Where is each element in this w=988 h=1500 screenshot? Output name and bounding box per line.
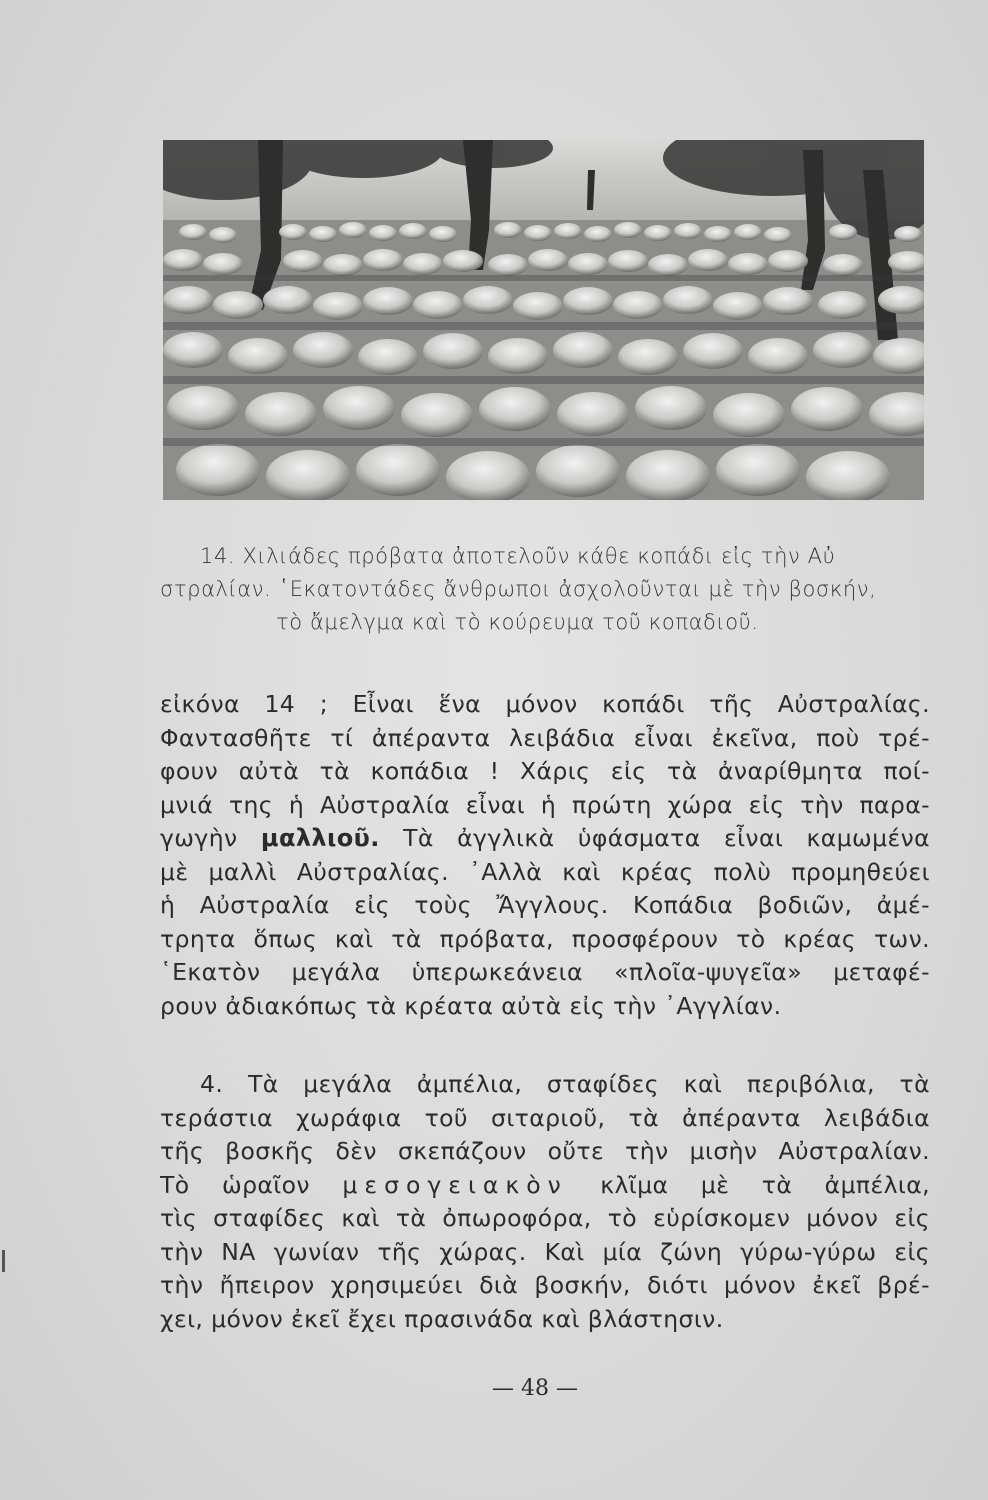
figure-caption — [160, 540, 940, 639]
scan-edge-mark — [2, 1250, 5, 1272]
text-line: μνιά της ἡ Αὐστραλία εἶναι ἡ πρώτη χώρα εἰς τὴν παρα- — [160, 790, 930, 819]
page-number: — 48 — — [492, 1376, 578, 1401]
text-fragment: Τὰ ἀγγλικὰ ὑφάσματα εἶναι καμωμένα — [403, 824, 930, 852]
text-line: 4. Τὰ μεγάλα ἀμπέλια, σταφίδες καὶ περιβόλια, τὰ — [200, 1070, 930, 1098]
paragraph-section-4 — [160, 1068, 930, 1336]
text-line: χει, μόνον ἐκεῖ ἔχει πρασινάδα καὶ βλάστησιν. — [160, 1304, 724, 1333]
spaced-term-mediterranean: μεσογειακὸν — [342, 1170, 568, 1199]
sheep-flock-photo — [163, 140, 924, 500]
sheep-flock-illustration — [163, 140, 924, 500]
text-line — [160, 822, 930, 856]
bold-term-wool: μαλλιοῦ. — [260, 824, 380, 852]
text-line: φουν αὐτὰ τὰ κοπάδια ! Χάρις εἰς τὰ ἀναρίθμητα ποί- — [160, 757, 930, 785]
text-line: τεράστια χωράφια τοῦ σιταριοῦ, τὰ ἀπέραντα λειβάδια — [160, 1103, 930, 1132]
caption-line-2: στραλίαν. ῾Εκατοντάδες ἄνθρωποι ἀσχολοῦνται μὲ τὴν βοσκήν, — [160, 577, 877, 601]
text-line: ῾Εκατὸν μεγάλα ὑπερωκεάνεια «πλοῖα-ψυγεῖα» μεταφέ- — [160, 958, 930, 986]
text-line: τὶς σταφίδες καὶ τὰ ὀπωροφόρα, τὸ εὑρίσκομεν μόνον εἰς — [160, 1204, 930, 1232]
text-fragment: Τὸ ὡραῖον — [160, 1170, 310, 1199]
text-line: τὴν ἤπειρον χρησιμεύει διὰ βοσκήν, διότι μόνον ἐκεῖ βρέ- — [160, 1271, 930, 1299]
paragraph-australia-flocks — [160, 688, 930, 1023]
caption-line-1: 14. Χιλιάδες πρόβατα ἀποτελοῦν κάθε κοπάδι εἰς τὴν Αὐ — [200, 544, 836, 568]
text-line: ἡ Αὐστραλία εἰς τοὺς Ἄγγλους. Κοπάδια βοδιῶν, ἀμέ- — [160, 891, 930, 919]
text-fragment: κλῖμα μὲ τὰ ἀμπέλια, — [600, 1170, 930, 1199]
text-line — [160, 1169, 930, 1203]
text-line: τὴν ΝΑ γωνίαν τῆς χώρας. Καὶ μία ζώνη γύρω-γύρω εἰς — [160, 1237, 930, 1266]
text-line: εἰκόνα 14 ; Εἶναι ἕνα μόνον κοπάδι τῆς Αὐστραλίας. — [160, 690, 930, 718]
text-line: τρητα ὅπως καὶ τὰ πρόβατα, προσφέρουν τὸ κρέας των. — [160, 924, 930, 953]
text-fragment: γωγὴν — [160, 824, 238, 852]
text-line: Φαντασθῆτε τί ἀπέραντα λειβάδια εἶναι ἐκεῖνα, ποὺ τρέ- — [160, 723, 930, 752]
text-line: μὲ μαλλὶ Αὐστραλίας. ᾿Αλλὰ καὶ κρέας πολὺ προμηθεύει — [160, 857, 930, 886]
text-line: τῆς βοσκῆς δὲν σκεπάζουν οὔτε τὴν μισὴν Αὐστραλίαν. — [160, 1137, 930, 1165]
text-line: ρουν ἀδιακόπως τὰ κρέατα αὐτὰ εἰς τὴν ᾿Αγγλίαν. — [160, 991, 782, 1020]
caption-line-3: τὸ ἄμελγμα καὶ τὸ κούρευμα τοῦ κοπαδιοῦ. — [276, 610, 759, 634]
